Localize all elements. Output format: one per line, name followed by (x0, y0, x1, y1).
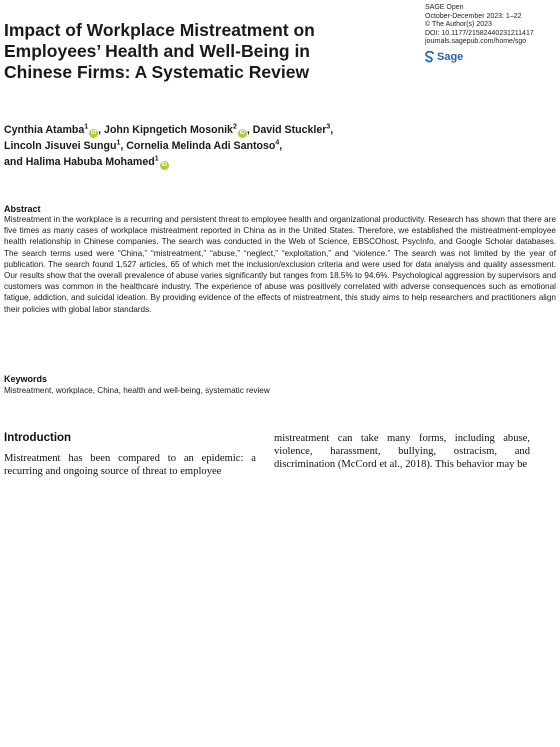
author-name[interactable]: Cynthia Atamba$^1$iD , (4, 123, 105, 136)
abstract-heading: Abstract (4, 204, 41, 214)
affiliation-marker: 1 (84, 123, 89, 131)
abstract-text: Mistreatment in the workplace is a recurring and persistent threat to employee health and organizational productivity. Research has shown that there are five times as many cases of workplace mistreatment reported in China as in the United States. Therefore, we established the mistreatment-employee health relationship in Chinese companies. The search was conducted in the Web of Science, EBSCOhost, PsycInfo, and Google Scholar databases. The search terms used were “China,” “mistreatment,” “abuse,” “neglect,” “exploitation,” and “violence.” The search was not limited by the year of publication. The search found 1,527 articles, 65 of which met the inclusion/exclusion criteria and were used for data analysis and quality assessment. Our results show that the overall prevalence of abuse varies significantly but ranges from 18.5% to 94.6%. Psychological aggression by supervisors and customers was common in the healthcare industry. The experience of abuse was positively correlated with adverse consequences such as emotional fatigue, addiction, and suicidal ideation. By providing evidence of the effects of mistreatment, this study aims to help researchers and practitioners align their policies with global labor standards. (4, 215, 556, 314)
introduction-heading: Introduction (4, 432, 72, 444)
doi[interactable]: DOI: 10.1177/21582440231211417 (425, 29, 534, 37)
keywords-text: Mistreatment, workplace, China, health and well-being, systematic review (4, 386, 270, 395)
author-name[interactable]: Cornelia Melinda Adi Santoso$^4$, (126, 139, 283, 152)
copyright: © The Author(s) 2023 (425, 21, 492, 29)
keywords-heading: Keywords (4, 374, 48, 384)
intro-left-column: Mistreatment has been compared to an epidemic: a recurring and ongoing source of threat to employee (4, 453, 256, 477)
author-name[interactable]: Lincoln Jisuvei Sungu$^1$, (4, 139, 127, 152)
sage-logo-text: Sage (437, 51, 464, 63)
journal-issue: October-December 2023: 1–22 (425, 12, 522, 20)
article-title: Impact of Workplace Mistreatment on Employees’ Health and Well-Being in Chinese Firms: A Systematic Review (4, 20, 315, 82)
orcid-icon[interactable]: iD (90, 130, 97, 136)
affiliation-marker: 1 (154, 155, 159, 163)
affiliation-marker: 4 (275, 139, 280, 147)
affiliation-marker: 2 (232, 123, 237, 131)
sage-logo-icon (425, 51, 434, 63)
orcid-icon[interactable]: iD (161, 162, 167, 168)
author-name[interactable]: and Halima Habuba Mohamed$^1$iD (4, 155, 167, 168)
author-list (4, 122, 444, 170)
author-name[interactable]: David Stuckler$^3$, (252, 123, 334, 136)
journal-url[interactable]: journals.sagepub.com/home/sgo (425, 38, 527, 46)
journal-meta (425, 4, 557, 47)
journal-name: SAGE Open (425, 4, 464, 11)
author-name[interactable]: John Kipngetich Mosonik$^2$iD , (104, 123, 253, 136)
sage-logo[interactable] (425, 51, 463, 63)
affiliation-marker: 1 (116, 139, 121, 147)
orcid-icon[interactable]: iD (239, 130, 246, 136)
intro-right-column: mistreatment can take many forms, including abuse, violence, harassment, bullying, ostracism, and discrimination (McCord et al., 2018). This behavior may be (274, 433, 530, 470)
affiliation-marker: 3 (326, 123, 331, 131)
